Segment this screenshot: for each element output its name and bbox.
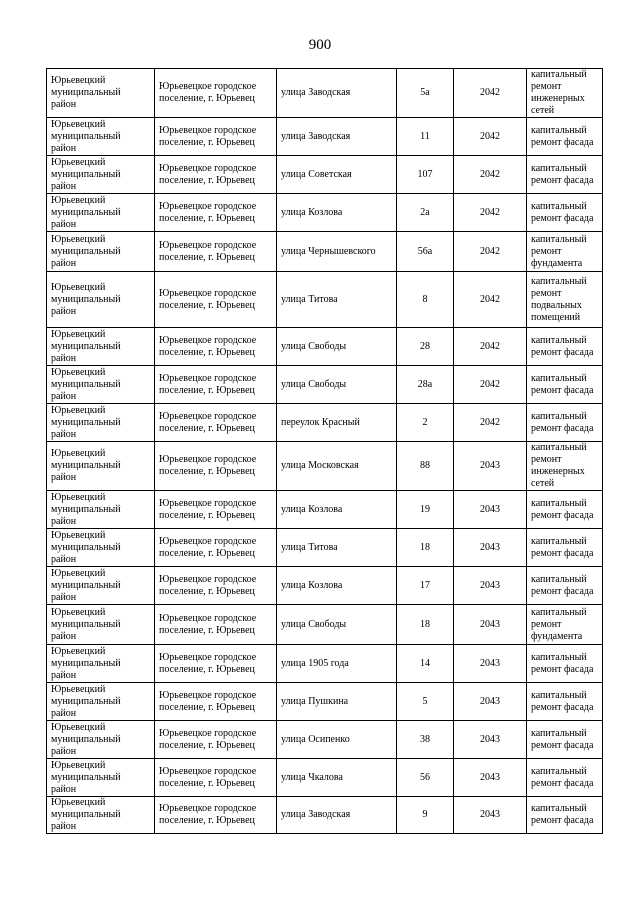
house-number-cell: 88: [397, 442, 454, 491]
work-type-cell-line: ремонт: [531, 245, 562, 257]
street-cell: улица 1905 года: [277, 645, 397, 683]
settlement-cell: [155, 683, 277, 721]
district-cell: [47, 605, 155, 645]
district-cell: [47, 645, 155, 683]
settlement-cell-line: Юрьевецкое городское: [159, 200, 257, 212]
settlement-cell: [155, 491, 277, 529]
district-cell-line: район: [51, 745, 77, 757]
district-cell-line: Юрьевецкий: [51, 759, 106, 771]
settlement-cell-line: поселение, г. Юрьевец: [159, 251, 255, 263]
year-cell: 2043: [454, 645, 527, 683]
table-row: [47, 328, 603, 366]
settlement-cell: [155, 721, 277, 759]
work-type-cell-line: капитальный: [531, 69, 587, 80]
district-cell: [47, 404, 155, 442]
district-cell-line: Юрьевецкий: [51, 797, 106, 808]
year-cell: 2043: [454, 797, 527, 834]
work-type-cell: [527, 194, 603, 232]
settlement-cell: [155, 529, 277, 567]
table-row: [47, 118, 603, 156]
year-cell: 2042: [454, 118, 527, 156]
work-type-cell-line: ремонт фасада: [531, 547, 594, 559]
settlement-cell: [155, 567, 277, 605]
settlement-cell-line: Юрьевецкое городское: [159, 765, 257, 777]
district-cell: [47, 567, 155, 605]
settlement-cell-line: поселение, г. Юрьевец: [159, 93, 255, 104]
district-cell-line: район: [51, 783, 77, 795]
district-cell-line: район: [51, 257, 77, 269]
district-cell-line: район: [51, 515, 77, 527]
table-row: [47, 232, 603, 272]
work-type-cell-line: фундамента: [531, 630, 583, 642]
street-cell: переулок Красный: [277, 404, 397, 442]
settlement-cell-line: поселение, г. Юрьевец: [159, 299, 255, 311]
district-cell-line: муниципальный: [51, 657, 121, 669]
street-cell: улица Свободы: [277, 366, 397, 404]
settlement-cell-line: Юрьевецкое городское: [159, 454, 257, 465]
work-type-cell-line: сетей: [531, 105, 555, 116]
house-number-cell: 9: [397, 797, 454, 834]
settlement-cell: [155, 232, 277, 272]
work-type-cell-line: ремонт фасада: [531, 422, 594, 434]
work-type-cell-line: ремонт фасада: [531, 174, 594, 186]
district-cell-line: Юрьевецкий: [51, 683, 106, 695]
district-cell: [47, 366, 155, 404]
work-type-cell: [527, 69, 603, 118]
district-cell-line: муниципальный: [51, 206, 121, 218]
year-cell: 2043: [454, 759, 527, 797]
district-cell-line: Юрьевецкий: [51, 529, 106, 541]
house-number-cell: 18: [397, 605, 454, 645]
settlement-cell-line: Юрьевецкое городское: [159, 372, 257, 384]
district-cell-line: муниципальный: [51, 503, 121, 515]
district-cell-line: Юрьевецкий: [51, 118, 106, 130]
year-cell: 2042: [454, 404, 527, 442]
street-cell: улица Свободы: [277, 605, 397, 645]
settlement-cell: [155, 366, 277, 404]
district-cell-line: район: [51, 180, 77, 192]
district-cell-line: муниципальный: [51, 541, 121, 553]
district-cell-line: Юрьевецкий: [51, 194, 106, 206]
settlement-cell-line: поселение, г. Юрьевец: [159, 585, 255, 597]
district-cell-line: район: [51, 428, 77, 440]
settlement-cell-line: Юрьевецкое городское: [159, 612, 257, 624]
district-cell-line: район: [51, 821, 77, 832]
work-type-cell-line: капитальный: [531, 497, 587, 509]
work-type-cell-line: капитальный: [531, 651, 587, 663]
work-type-cell: [527, 442, 603, 491]
work-type-cell-line: капитальный: [531, 573, 587, 585]
page-number: 900: [308, 37, 332, 53]
year-cell: 2043: [454, 567, 527, 605]
settlement-cell: [155, 605, 277, 645]
district-cell-line: район: [51, 553, 77, 565]
work-type-cell-line: помещений: [531, 311, 581, 323]
house-number-cell: 11: [397, 118, 454, 156]
work-type-cell-line: ремонт фасада: [531, 663, 594, 675]
district-cell: [47, 759, 155, 797]
district-cell-line: район: [51, 707, 77, 719]
house-number-cell: 56: [397, 759, 454, 797]
house-number-cell: 28: [397, 328, 454, 366]
district-cell: [47, 194, 155, 232]
table-body: [47, 69, 603, 834]
district-cell-line: муниципальный: [51, 293, 121, 305]
year-cell: 2042: [454, 272, 527, 328]
house-number-cell: 107: [397, 156, 454, 194]
table-row: [47, 366, 603, 404]
settlement-cell-line: поселение, г. Юрьевец: [159, 136, 255, 148]
district-cell-line: муниципальный: [51, 245, 121, 257]
work-type-cell: [527, 645, 603, 683]
district-cell: [47, 797, 155, 834]
district-cell-line: муниципальный: [51, 130, 121, 142]
district-cell-line: район: [51, 99, 77, 110]
district-cell-line: Юрьевецкий: [51, 448, 106, 459]
settlement-cell: [155, 156, 277, 194]
settlement-cell-line: поселение, г. Юрьевец: [159, 701, 255, 713]
work-type-cell-line: ремонт фасада: [531, 136, 594, 148]
settlement-cell-line: поселение, г. Юрьевец: [159, 422, 255, 434]
district-cell-line: Юрьевецкий: [51, 404, 106, 416]
settlement-cell: [155, 118, 277, 156]
street-cell: улица Осипенко: [277, 721, 397, 759]
work-type-cell-line: ремонт фасада: [531, 346, 594, 358]
street-cell: улица Козлова: [277, 491, 397, 529]
district-cell-line: муниципальный: [51, 340, 121, 352]
year-cell: 2042: [454, 366, 527, 404]
district-cell-line: муниципальный: [51, 809, 121, 820]
settlement-cell-line: Юрьевецкое городское: [159, 497, 257, 509]
settlement-cell: [155, 645, 277, 683]
work-type-cell: [527, 605, 603, 645]
year-cell: 2043: [454, 605, 527, 645]
work-type-cell: [527, 232, 603, 272]
table-row: [47, 156, 603, 194]
street-cell: улица Заводская: [277, 797, 397, 834]
district-cell-line: муниципальный: [51, 695, 121, 707]
settlement-cell-line: Юрьевецкое городское: [159, 535, 257, 547]
work-type-cell-line: ремонт фасада: [531, 384, 594, 396]
work-type-cell-line: капитальный: [531, 535, 587, 547]
district-cell-line: муниципальный: [51, 378, 121, 390]
work-type-cell-line: инженерных: [531, 93, 585, 104]
settlement-cell-line: Юрьевецкое городское: [159, 239, 257, 251]
settlement-cell-line: поселение, г. Юрьевец: [159, 384, 255, 396]
work-type-cell-line: ремонт фасада: [531, 212, 594, 224]
work-type-cell: [527, 567, 603, 605]
district-cell-line: район: [51, 472, 77, 483]
table-row: [47, 605, 603, 645]
settlement-cell-line: поселение, г. Юрьевец: [159, 547, 255, 559]
district-cell-line: район: [51, 142, 77, 154]
work-type-cell-line: ремонт фасада: [531, 739, 594, 751]
work-type-cell-line: ремонт: [531, 287, 562, 299]
settlement-cell-line: поселение, г. Юрьевец: [159, 663, 255, 675]
work-type-cell-line: фундамента: [531, 257, 583, 269]
work-type-cell-line: капитальный: [531, 162, 587, 174]
district-cell-line: Юрьевецкий: [51, 491, 106, 503]
work-type-cell-line: подвальных: [531, 299, 582, 311]
settlement-cell-line: поселение, г. Юрьевец: [159, 466, 255, 477]
district-cell-line: район: [51, 591, 77, 603]
house-number-cell: 38: [397, 721, 454, 759]
year-cell: 2043: [454, 442, 527, 491]
work-type-cell-line: капитальный: [531, 606, 587, 618]
street-cell: улица Титова: [277, 529, 397, 567]
work-type-cell-line: капитальный: [531, 410, 587, 422]
district-cell: [47, 442, 155, 491]
settlement-cell-line: Юрьевецкое городское: [159, 410, 257, 422]
work-type-cell-line: ремонт: [531, 454, 562, 465]
house-number-cell: 17: [397, 567, 454, 605]
table-row: [47, 797, 603, 834]
district-cell-line: муниципальный: [51, 733, 121, 745]
work-type-cell-line: капитальный: [531, 372, 587, 384]
district-cell-line: муниципальный: [51, 618, 121, 630]
work-type-cell-line: ремонт фасада: [531, 777, 594, 789]
settlement-cell-line: Юрьевецкое городское: [159, 287, 257, 299]
district-cell-line: район: [51, 352, 77, 364]
settlement-cell-line: Юрьевецкое городское: [159, 727, 257, 739]
house-number-cell: 28а: [397, 366, 454, 404]
year-cell: 2043: [454, 529, 527, 567]
house-number-cell: 2: [397, 404, 454, 442]
work-type-cell: [527, 759, 603, 797]
district-cell-line: Юрьевецкий: [51, 567, 106, 579]
district-cell-line: Юрьевецкий: [51, 233, 106, 245]
street-cell: улица Пушкина: [277, 683, 397, 721]
work-type-cell-line: ремонт фасада: [531, 815, 594, 826]
street-cell: улица Московская: [277, 442, 397, 491]
district-cell: [47, 721, 155, 759]
table-row: [47, 529, 603, 567]
year-cell: 2042: [454, 232, 527, 272]
district-cell-line: Юрьевецкий: [51, 721, 106, 733]
settlement-cell: [155, 272, 277, 328]
house-number-cell: 2а: [397, 194, 454, 232]
district-cell: [47, 156, 155, 194]
work-type-cell-line: капитальный: [531, 124, 587, 136]
district-cell: [47, 683, 155, 721]
work-type-cell-line: капитальный: [531, 334, 587, 346]
work-type-cell: [527, 529, 603, 567]
work-type-cell: [527, 404, 603, 442]
work-type-cell: [527, 797, 603, 834]
district-cell-line: район: [51, 305, 77, 317]
work-type-cell-line: капитальный: [531, 727, 587, 739]
settlement-cell: [155, 442, 277, 491]
house-number-cell: 19: [397, 491, 454, 529]
house-number-cell: 5: [397, 683, 454, 721]
settlement-cell-line: поселение, г. Юрьевец: [159, 174, 255, 186]
house-number-cell: 56а: [397, 232, 454, 272]
work-type-cell-line: капитальный: [531, 442, 587, 453]
settlement-cell-line: поселение, г. Юрьевец: [159, 346, 255, 358]
work-type-cell-line: капитальный: [531, 803, 587, 814]
table-row: [47, 272, 603, 328]
house-number-cell: 5а: [397, 69, 454, 118]
district-cell-line: район: [51, 669, 77, 681]
district-cell-line: район: [51, 630, 77, 642]
settlement-cell-line: Юрьевецкое городское: [159, 689, 257, 701]
table-row: [47, 683, 603, 721]
district-cell-line: Юрьевецкий: [51, 366, 106, 378]
settlement-cell-line: Юрьевецкое городское: [159, 124, 257, 136]
district-cell: [47, 491, 155, 529]
table-row: [47, 759, 603, 797]
settlement-cell: [155, 69, 277, 118]
street-cell: улица Свободы: [277, 328, 397, 366]
work-type-cell: [527, 156, 603, 194]
settlement-cell-line: Юрьевецкое городское: [159, 81, 257, 92]
house-number-cell: 8: [397, 272, 454, 328]
settlement-cell-line: поселение, г. Юрьевец: [159, 509, 255, 521]
street-cell: улица Титова: [277, 272, 397, 328]
year-cell: 2042: [454, 156, 527, 194]
district-cell-line: Юрьевецкий: [51, 606, 106, 618]
district-cell-line: муниципальный: [51, 460, 121, 471]
year-cell: 2042: [454, 328, 527, 366]
street-cell: улица Чернышевского: [277, 232, 397, 272]
settlement-cell-line: Юрьевецкое городское: [159, 334, 257, 346]
work-type-cell-line: ремонт: [531, 81, 562, 92]
work-type-cell-line: капитальный: [531, 275, 587, 287]
table-row: [47, 442, 603, 491]
year-cell: 2043: [454, 721, 527, 759]
district-cell-line: район: [51, 218, 77, 230]
work-type-cell-line: ремонт фасада: [531, 585, 594, 597]
district-cell-line: муниципальный: [51, 771, 121, 783]
district-cell: [47, 232, 155, 272]
work-type-cell: [527, 272, 603, 328]
settlement-cell-line: поселение, г. Юрьевец: [159, 815, 255, 826]
work-type-cell: [527, 366, 603, 404]
settlement-cell: [155, 194, 277, 232]
year-cell: 2043: [454, 683, 527, 721]
district-cell: [47, 529, 155, 567]
settlement-cell-line: Юрьевецкое городское: [159, 803, 257, 814]
district-cell-line: муниципальный: [51, 87, 121, 98]
work-type-cell-line: ремонт фасада: [531, 509, 594, 521]
settlement-cell-line: поселение, г. Юрьевец: [159, 739, 255, 751]
year-cell: 2043: [454, 491, 527, 529]
work-type-cell: [527, 328, 603, 366]
work-type-cell: [527, 491, 603, 529]
work-type-cell-line: капитальный: [531, 233, 587, 245]
settlement-cell: [155, 328, 277, 366]
district-cell-line: Юрьевецкий: [51, 328, 106, 340]
settlement-cell: [155, 404, 277, 442]
repair-schedule-table: [46, 68, 603, 834]
district-cell-line: Юрьевецкий: [51, 156, 106, 168]
work-type-cell-line: капитальный: [531, 689, 587, 701]
table-row: [47, 721, 603, 759]
settlement-cell-line: поселение, г. Юрьевец: [159, 777, 255, 789]
district-cell-line: муниципальный: [51, 416, 121, 428]
table-row: [47, 69, 603, 118]
year-cell: 2042: [454, 69, 527, 118]
table-row: [47, 194, 603, 232]
work-type-cell: [527, 118, 603, 156]
work-type-cell-line: ремонт фасада: [531, 701, 594, 713]
district-cell-line: Юрьевецкий: [51, 645, 106, 657]
work-type-cell-line: капитальный: [531, 200, 587, 212]
table-row: [47, 567, 603, 605]
district-cell: [47, 69, 155, 118]
settlement-cell-line: поселение, г. Юрьевец: [159, 624, 255, 636]
year-cell: 2042: [454, 194, 527, 232]
district-cell: [47, 118, 155, 156]
street-cell: улица Заводская: [277, 69, 397, 118]
street-cell: улица Советская: [277, 156, 397, 194]
settlement-cell-line: Юрьевецкое городское: [159, 651, 257, 663]
district-cell-line: муниципальный: [51, 168, 121, 180]
district-cell: [47, 328, 155, 366]
work-type-cell: [527, 721, 603, 759]
district-cell: [47, 272, 155, 328]
street-cell: улица Козлова: [277, 194, 397, 232]
settlement-cell: [155, 759, 277, 797]
house-number-cell: 18: [397, 529, 454, 567]
settlement-cell-line: поселение, г. Юрьевец: [159, 212, 255, 224]
table-row: [47, 645, 603, 683]
work-type-cell: [527, 683, 603, 721]
district-cell-line: Юрьевецкий: [51, 281, 106, 293]
work-type-cell-line: капитальный: [531, 765, 587, 777]
street-cell: улица Козлова: [277, 567, 397, 605]
street-cell: улица Чкалова: [277, 759, 397, 797]
settlement-cell-line: Юрьевецкое городское: [159, 573, 257, 585]
table-row: [47, 404, 603, 442]
street-cell: улица Заводская: [277, 118, 397, 156]
district-cell-line: Юрьевецкий: [51, 75, 106, 86]
settlement-cell: [155, 797, 277, 834]
table-row: [47, 491, 603, 529]
work-type-cell-line: инженерных: [531, 466, 585, 477]
district-cell-line: муниципальный: [51, 579, 121, 591]
district-cell-line: район: [51, 390, 77, 402]
work-type-cell-line: ремонт: [531, 618, 562, 630]
work-type-cell-line: сетей: [531, 478, 555, 489]
house-number-cell: 14: [397, 645, 454, 683]
settlement-cell-line: Юрьевецкое городское: [159, 162, 257, 174]
